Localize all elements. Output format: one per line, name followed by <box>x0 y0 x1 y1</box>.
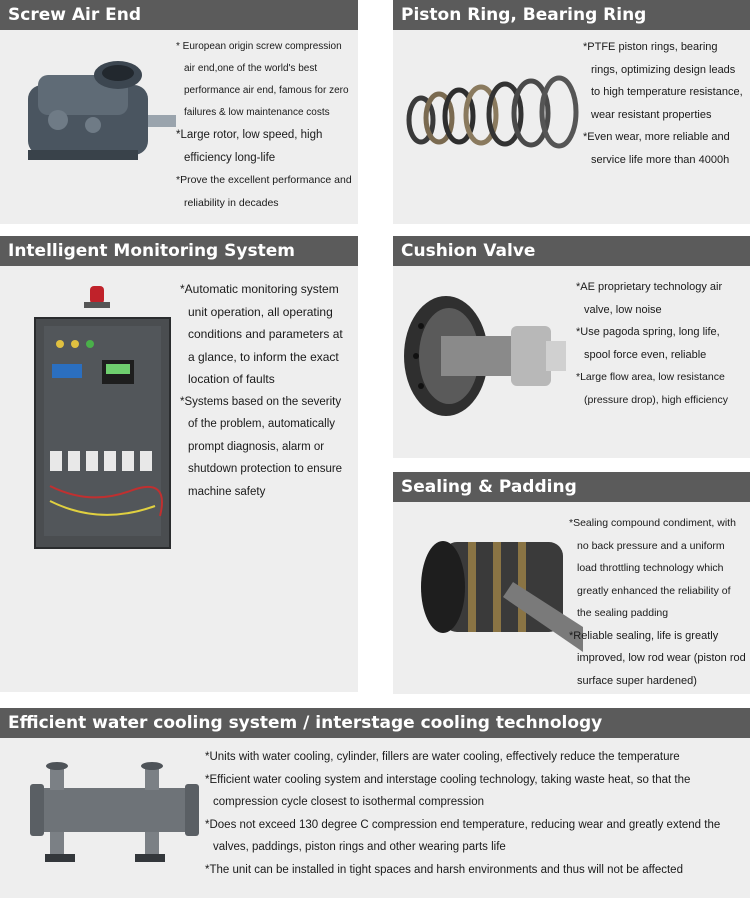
bullet: * European origin screw compression air end,one of the world's best performance air end, famous for zero failures & low maintenance costs <box>176 41 349 118</box>
cushion-valve-bullets <box>576 276 746 411</box>
sealing-bullets <box>569 512 747 692</box>
cushion-valve-image <box>401 286 571 426</box>
bullet: *PTFE piston rings, bearing rings, optimizing design leads to high temperature resistance, wear resistant properties <box>583 41 743 121</box>
screw-air-end-image <box>8 45 178 175</box>
screw-air-end-panel <box>0 0 358 224</box>
monitoring-bullets <box>180 278 352 503</box>
bullet: *Does not exceed 130 degree C compression end temperature, reducing wear and greatly extend the valves, paddings, piston rings and other wearing parts life <box>205 818 721 853</box>
cooling-panel <box>0 708 750 898</box>
bullet: *Large rotor, low speed, high efficiency long-life <box>176 129 323 164</box>
bullet: *Reliable sealing, life is greatly improved, low rod wear (piston rod surface super hardened) <box>569 629 746 687</box>
bullet: *Use pagoda spring, long life, spool force even, reliable <box>576 326 720 361</box>
bullet: *Efficient water cooling system and interstage cooling technology, taking waste heat, so that the compression cycle closest to isothermal compression <box>205 773 691 808</box>
screw-air-end-header: Screw Air End <box>0 0 358 30</box>
piston-ring-panel <box>393 0 750 224</box>
piston-ring-bullets <box>583 36 745 171</box>
bullet: *Even wear, more reliable and service life more than 4000h <box>583 131 730 166</box>
sealing-header: Sealing & Padding <box>393 472 750 502</box>
piston-ring-header: Piston Ring, Bearing Ring <box>393 0 750 30</box>
heat-exchanger-image <box>15 758 205 878</box>
bullet: *Units with water cooling, cylinder, fillers are water cooling, effectively reduce the temperature <box>205 751 680 763</box>
bullet: *AE proprietary technology air valve, low noise <box>576 281 723 316</box>
sealing-panel <box>393 472 750 694</box>
cooling-header: Efficient water cooling system / interstage cooling technology <box>0 708 750 738</box>
bullet: *Sealing compound condiment, with no back pressure and a uniform load throttling technology which greatly enhanced the reliability of the sealing padding <box>569 517 736 619</box>
cushion-valve-header: Cushion Valve <box>393 236 750 266</box>
cushion-valve-panel <box>393 236 750 458</box>
cooling-bullets <box>205 746 745 881</box>
bullet: *Automatic monitoring system unit operation, all operating conditions and parameters at a glance, to inform the exact location of faults <box>180 282 343 386</box>
control-cabinet-image <box>30 286 175 551</box>
screw-air-end-bullets <box>176 36 354 214</box>
piston-rings-image <box>401 70 581 160</box>
sealing-padding-image <box>413 527 583 657</box>
bullet: *The unit can be installed in tight spaces and harsh environments and thus will not be affected <box>205 863 683 876</box>
bullet: *Large flow area, low resistance (pressure drop), high efficiency <box>576 371 728 406</box>
monitoring-panel <box>0 236 358 692</box>
monitoring-header: Intelligent Monitoring System <box>0 236 358 266</box>
bullet: *Systems based on the severity of the problem, automatically prompt diagnosis, alarm or shutdown protection to ensure machine safety <box>180 395 343 498</box>
bullet: *Prove the excellent performance and reliability in decades <box>176 174 352 209</box>
